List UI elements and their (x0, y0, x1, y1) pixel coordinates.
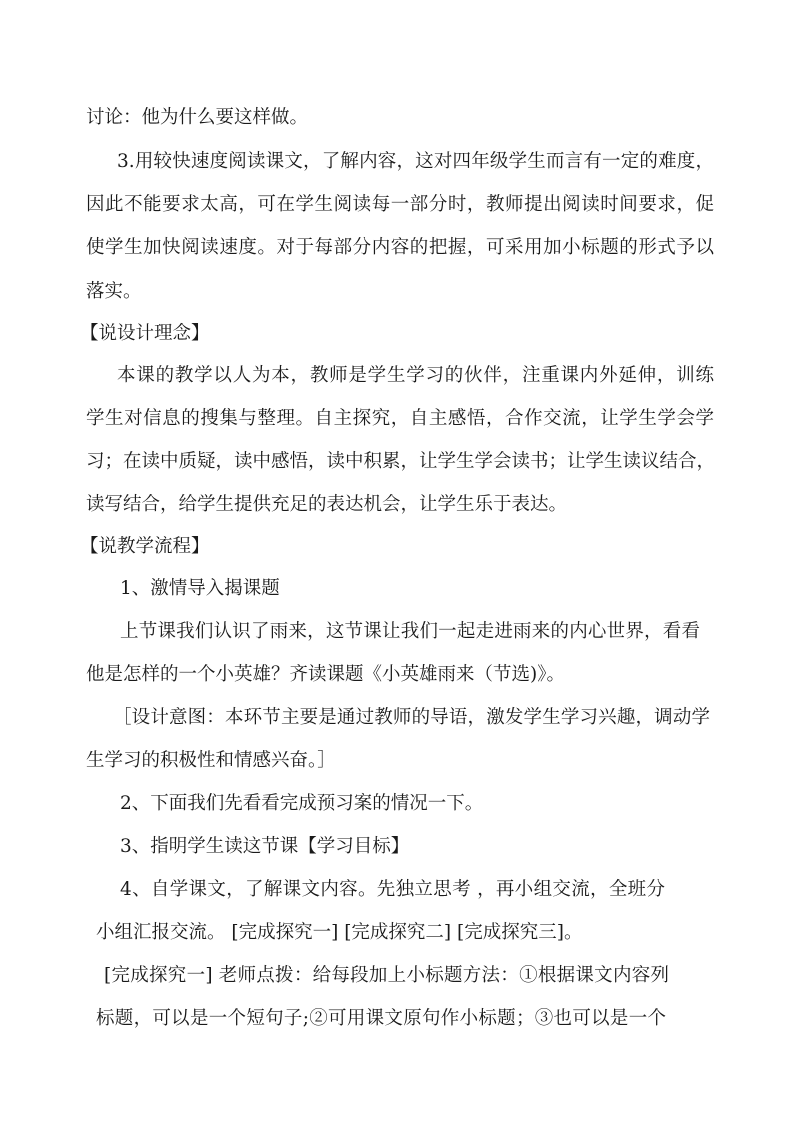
step-4-line-1: 4、自学课文，了解课文内容。先独立思考 ，再小组交流，全班分 (120, 879, 665, 900)
concept-line-1: 本课的教学以人为本，教师是学生学习的伙伴，注重课内外延伸，训练 (117, 365, 714, 386)
heading-teaching-flow: 【说教学流程】 (80, 536, 210, 557)
paragraph-3-line-2: 因此不能要求太高，可在学生阅读每一部分时，教师提出阅读时间要求，促 (86, 194, 714, 215)
step-4-line-2: 小组汇报交流。 [完成探究一] [完成探究二] [完成探究三]。 (96, 922, 583, 943)
heading-design-concept: 【说设计理念】 (80, 323, 210, 344)
concept-line-4: 读写结合，给学生提供充足的表达机会，让学生乐于表达。 (86, 494, 568, 515)
step-3: 3、指明学生读这节课【学习目标】 (120, 836, 410, 857)
explore-1-line-2: 标题，可以是一个短句子;②可用课文原句作小标题；③也可以是一个 (96, 1008, 666, 1029)
design-intent-line-2: 生学习的积极性和情感兴奋。］ (86, 750, 336, 771)
concept-line-2: 学生对信息的搜集与整理。自主探究，自主感悟，合作交流，让学生学会学 (86, 408, 714, 429)
concept-line-3: 习；在读中质疑，读中感悟，读中积累，让学生学会读书；让学生读议结合， (86, 451, 716, 472)
design-intent-line-1: ［设计意图：本环节主要是通过教师的导语，激发学生学习兴趣，调动学 (113, 707, 710, 728)
paragraph-3-line-1: 3.用较快速度阅读课文，了解内容，这对四年级学生而言有一定的难度， (117, 151, 714, 172)
paragraph-3-line-3: 使学生加快阅读速度。对于每部分内容的把握，可采用加小标题的形式予以 (86, 237, 714, 258)
step-1-body-line-2: 他是怎样的一个小英雄？齐读课题《小英雄雨来（节选)》。 (86, 664, 565, 685)
step-1-title: 1、激情导入揭课题 (120, 578, 280, 599)
discussion-line: 讨论：他为什么要这样做。 (86, 107, 309, 128)
step-2: 2、下面我们先看看完成预习案的情况一下。 (120, 793, 484, 814)
step-1-body-line-1: 上节课我们认识了雨来，这节课让我们一起走进雨来的内心世界，看看 (120, 621, 700, 642)
explore-1-line-1: [完成探究一] 老师点拨：给每段加上小标题方法：①根据课文内容列 (104, 965, 669, 986)
paragraph-3-line-4: 落实。 (86, 281, 142, 302)
